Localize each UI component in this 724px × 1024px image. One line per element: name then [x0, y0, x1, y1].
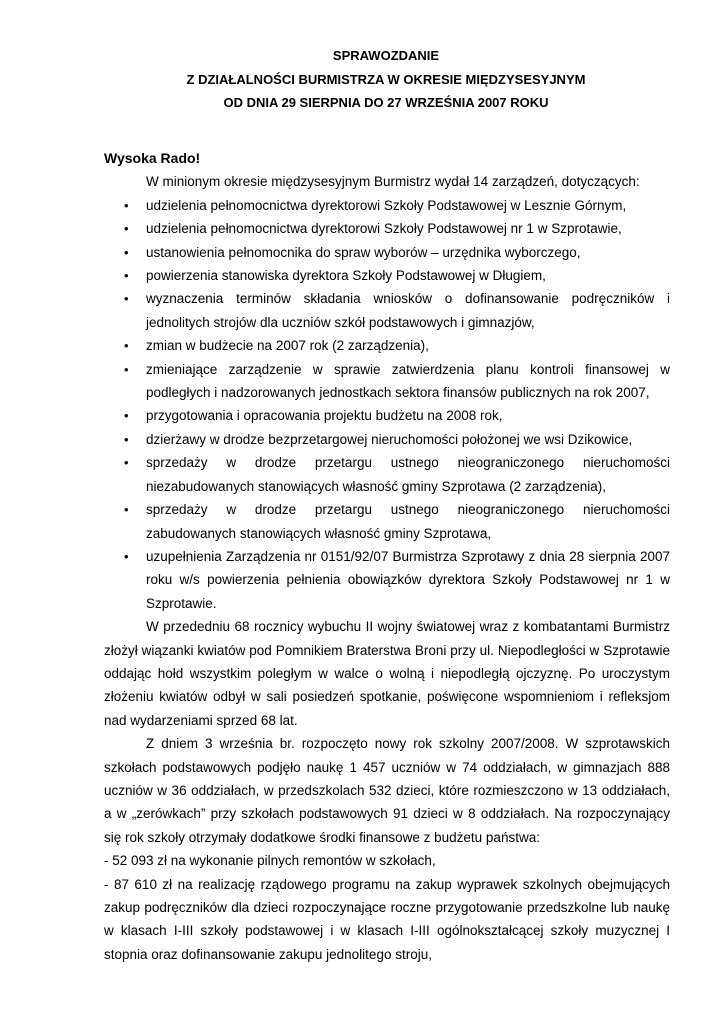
- document-body: [104, 147, 670, 966]
- heading-line-3: OD DNIA 29 SIERPNIA DO 27 WRZEŚNIA 2007 ROKU: [223, 95, 549, 110]
- decree-list: [104, 194, 670, 615]
- bullet-icon: •: [124, 338, 129, 354]
- list-item: • przygotowania i opracowania projektu budżetu na 2008 rok,: [104, 404, 670, 427]
- bullet-icon: •: [124, 244, 129, 260]
- list-item: • powierzenia stanowiska dyrektora Szkoły Podstawowej w Długiem,: [104, 264, 670, 287]
- paragraph-anniversary: W przededniu 68 rocznicy wybuchu II wojny światowej wraz z kombatantami Burmistrz złożył wiązanki kwiatów pod Pomnikiem Braterstwa Broni przy ul. Niepodległości w Szprotawie oddając hołd wszystkim poległym w walce o wolną i niepodległą ojczyznę. Po uroczystym złożeniu kwiatów odbył w sali posiedzeń spotkanie, poświęcone wspomnieniom i refleksjom nad wydarzeniami sprzed 68 lat.: [104, 619, 670, 728]
- list-item: • dzierżawy w drodze bezprzetargowej nieruchomości położonej we wsi Dzikowice,: [104, 428, 670, 451]
- bullet-icon: •: [124, 502, 129, 518]
- bullet-icon: •: [124, 221, 129, 237]
- funding-item: - 52 093 zł na wykonanie pilnych remontów w szkołach,: [104, 853, 436, 869]
- funding-item: - 87 610 zł na realizację rządowego programu na zakup wyprawek szkolnych obejmujących zakup podręczników dla dzieci rozpoczynające roczne przygotowanie przedszkolne lub naukę w klasach I-III szkoły podstawowej i w klasach I-III ogólnokształcącej szkoły muzycznej I stopnia oraz dofinansowanie zakupu jednolitego stroju,: [104, 876, 670, 962]
- bullet-icon: •: [124, 455, 129, 471]
- list-item: • udzielenia pełnomocnictwa dyrektorowi Szkoły Podstawowej w Lesznie Górnym,: [104, 194, 670, 217]
- list-item: • zmian w budżecie na 2007 rok (2 zarządzenia),: [104, 334, 670, 357]
- bullet-icon: •: [124, 268, 129, 284]
- list-item: • ustanowienia pełnomocnika do spraw wyborów – urzędnika wyborczego,: [104, 241, 670, 264]
- paragraph-school-year: Z dniem 3 września br. rozpoczęto nowy rok szkolny 2007/2008. W szprotawskich szkołach podstawowych podjęło naukę 1 457 uczniów w 74 oddziałach, w gimnazjach 888 uczniów w 36 oddziałach, w przedszkolach 532 dzieci, które rozmieszczono w 13 oddziałach, a w „zerówkach” przy szkołach podstawowych 91 dzieci w 8 oddziałach. Na rozpoczynający się rok szkoły otrzymały dodatkowe środki finansowe z budżetu państwa:: [104, 736, 670, 845]
- list-item: • wyznaczenia terminów składania wniosków o dofinansowanie podręczników i jednolitych strojów dla uczniów szkół podstawowych i gimnazjów,: [104, 287, 670, 334]
- bullet-icon: •: [124, 548, 129, 564]
- bullet-icon: •: [124, 431, 129, 447]
- list-item: • udzielenia pełnomocnictwa dyrektorowi Szkoły Podstawowej nr 1 w Szprotawie,: [104, 217, 670, 240]
- list-item: • sprzedaży w drodze przetargu ustnego nieograniczonego nieruchomości niezabudowanych stanowiących własność gminy Szprotawa (2 zarządzenia),: [104, 451, 670, 498]
- list-item: • zmieniające zarządzenie w sprawie zatwierdzenia planu kontroli finansowej w podległych i nadzorowanych jednostkach sektora finansów publicznych na rok 2007,: [104, 358, 670, 405]
- bullet-icon: •: [124, 361, 129, 377]
- intro-text: W minionym okresie międzysesyjnym Burmistrz wydał 14 zarządzeń, dotyczących:: [146, 174, 640, 190]
- list-item: • sprzedaży w drodze przetargu ustnego nieograniczonego nieruchomości zabudowanych stanowiących własność gminy Szprotawa,: [104, 498, 670, 545]
- heading-line-2: Z DZIAŁALNOŚCI BURMISTRZA W OKRESIE MIĘDZYSESYJNYM: [186, 71, 586, 87]
- list-item: • uzupełnienia Zarządzenia nr 0151/92/07 Burmistrza Szprotawy z dnia 28 sierpnia 2007 roku w/s powierzenia pełnienia obowiązków dyrektora Szkoły Podstawowej nr 1 w Szprotawie.: [104, 545, 670, 615]
- bullet-icon: •: [124, 408, 129, 424]
- heading-line-1: SPRAWOZDANIE: [332, 48, 440, 63]
- salutation: Wysoka Rado!: [104, 150, 201, 166]
- bullet-icon: •: [124, 291, 129, 307]
- bullet-icon: •: [124, 197, 129, 213]
- document-heading: [0, 44, 724, 115]
